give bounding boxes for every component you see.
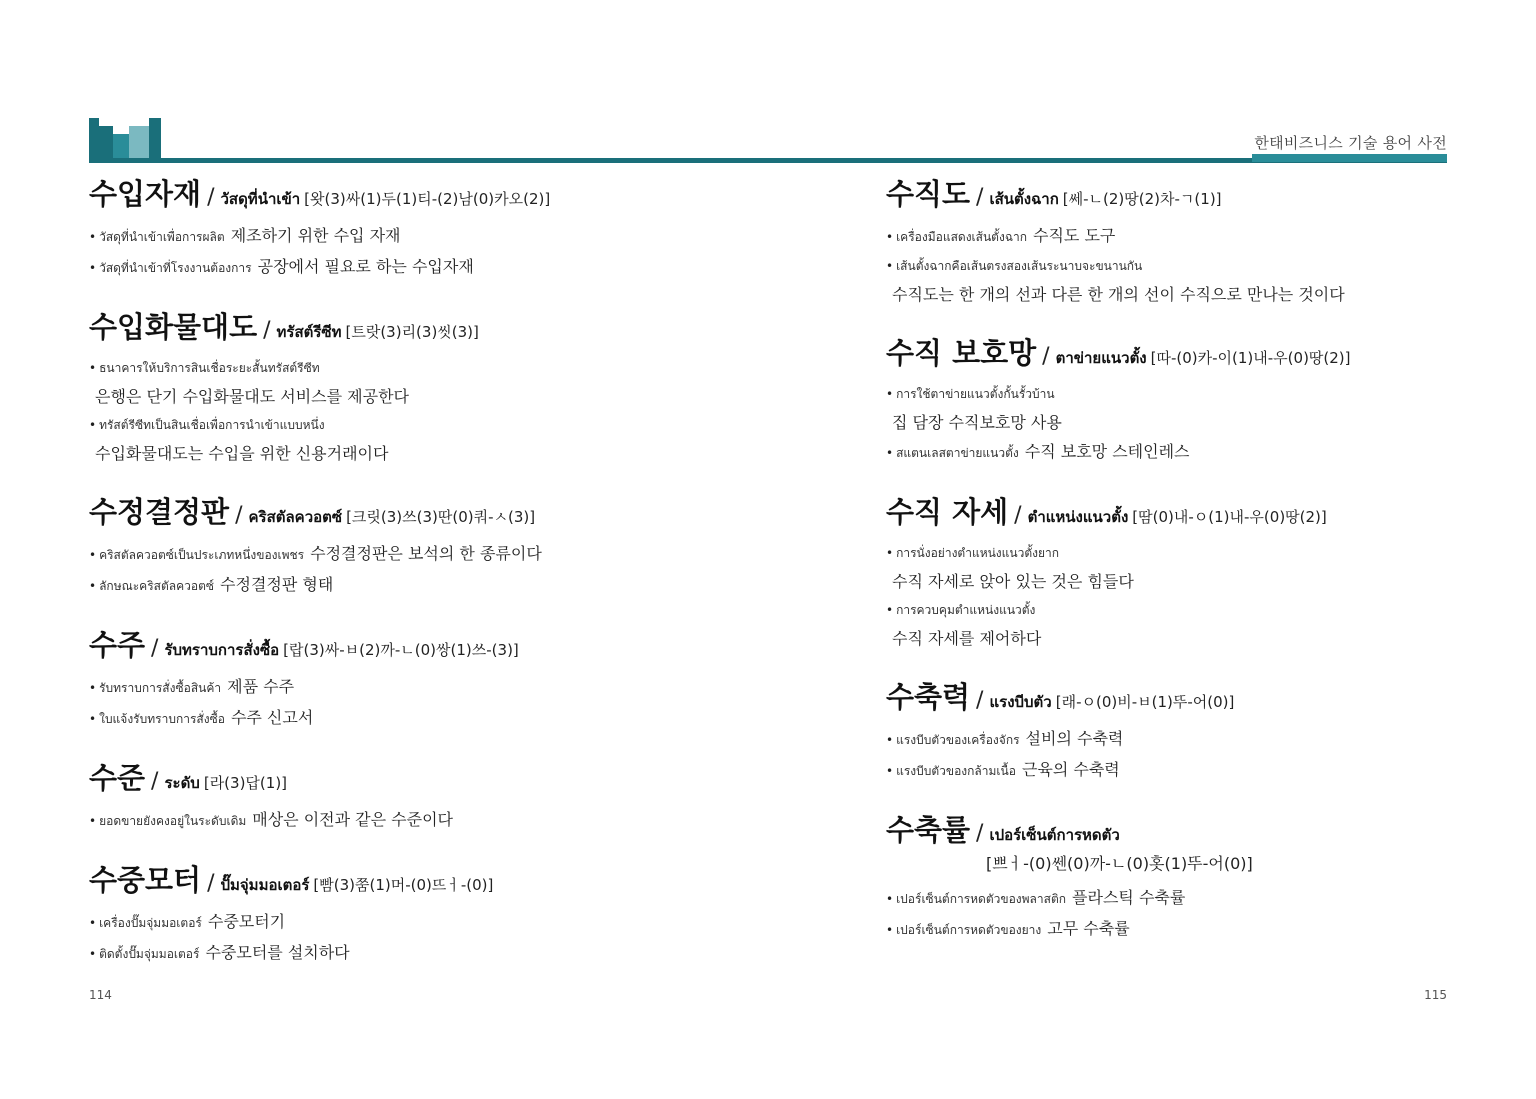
dictionary-entry [886,331,1446,468]
left-column [89,172,739,991]
entry-term: 수정결정판 [89,495,230,529]
example-thai: ใบแจ้งรับทราบการสั่งซื้อ [99,712,225,726]
entry-separator: / [235,503,243,528]
entry-heading [89,305,739,354]
entry-separator: / [1042,344,1050,369]
header-decoration [89,118,161,160]
entry-term: 수준 [89,761,146,795]
entry-separator: / [976,821,984,846]
example-thai: รับทราบการสั่งซื้อสินค้า [99,681,222,695]
example-row [886,380,1446,437]
entry-separator: / [207,185,215,210]
entry-pronunciation: [따-(0)카-이(1)내-우(0)땅(2)] [1150,349,1351,367]
example-thai: การใช้ตาข่ายแนวตั้งกั้นรั้วบ้าน [896,387,1055,401]
example-korean: 근육의 수축력 [1021,760,1120,779]
dictionary-entry [886,808,1446,945]
entry-heading [886,675,1446,724]
entry-term: 수중모터 [89,863,202,897]
entry-thai-term: เปอร์เซ็นต์การหดตัว [989,826,1120,844]
example-korean: 집 담장 수직보호망 사용 [892,413,1062,432]
entry-term: 수직 자세 [886,495,1009,529]
entry-pronunciation: [쎄-ㄴ(2)땅(2)차-ㄱ(1)] [1062,190,1222,208]
example-korean: 수정결정판은 보석의 한 종류이다 [310,544,542,563]
entry-separator: / [976,185,984,210]
entry-thai-term: แรงบีบตัว [989,693,1052,711]
example-row [886,724,1446,755]
example-korean: 설비의 수축력 [1025,729,1124,748]
bullet-icon: • [89,261,97,275]
example-row [886,252,1446,309]
example-row [886,221,1446,252]
entry-pronunciation: [빰(3)쭘(1)머-(0)뜨ㅓ-(0)] [313,876,494,894]
example-thai: เปอร์เซ็นต์การหดตัวของยาง [896,923,1042,937]
example-korean: 매상은 이전과 같은 수준이다 [252,810,453,829]
dictionary-entry [886,172,1446,309]
example-row [89,354,739,411]
entry-pronunciation: [크릿(3)쓰(3)딴(0)쿼-ㅅ(3)] [346,508,536,526]
entry-separator: / [1014,503,1022,528]
example-korean: 수직도 도구 [1033,226,1116,245]
bullet-icon: • [886,733,894,747]
bullet-icon: • [886,603,894,617]
example-row [89,539,739,570]
entry-separator: / [263,318,271,343]
bullet-icon: • [886,546,894,560]
example-korean: 고무 수축률 [1047,919,1130,938]
example-row [89,411,739,468]
entry-thai-term: ตำแหน่งแนวตั้ง [1027,508,1129,526]
bullet-icon: • [89,579,97,593]
entry-separator: / [207,871,215,896]
example-row [89,938,739,969]
example-korean: 제품 수주 [227,677,295,696]
example-korean: 수중모터기 [207,912,286,931]
entry-pronunciation: [왓(3)싸(1)두(1)티-(2)남(0)카오(2)] [304,190,551,208]
bullet-icon: • [89,814,97,828]
example-thai: วัสดุที่นำเข้าเพื่อการผลิต [99,230,225,244]
entry-term: 수입화물대도 [89,310,258,344]
dictionary-entry [89,172,739,283]
dictionary-entry [886,490,1446,653]
bullet-icon: • [89,361,97,375]
example-row [89,672,739,703]
entry-term: 수직 보호망 [886,336,1037,370]
entry-heading [886,331,1446,380]
bullet-icon: • [89,548,97,562]
example-row [886,755,1446,786]
bullet-icon: • [89,418,97,432]
example-thai: ลักษณะคริสตัลควอตซ์ [99,579,215,593]
entry-heading [89,172,739,221]
entry-pronunciation: [땀(0)내-ㅇ(1)내-우(0)땅(2)] [1132,508,1327,526]
entry-pronunciation: [라(3)답(1)] [203,774,288,792]
entry-heading [886,490,1446,539]
dictionary-entry [886,675,1446,786]
entry-term: 수직도 [886,177,971,211]
example-thai: เส้นตั้งฉากคือเส้นตรงสองเส้นระนาบจะขนานกัน [896,259,1143,273]
example-thai: เปอร์เซ็นต์การหดตัวของพลาสติก [896,892,1067,906]
example-row [886,539,1446,596]
bullet-icon: • [89,681,97,695]
example-korean: 플라스틱 수축률 [1072,888,1186,907]
dictionary-entry [89,305,739,468]
entry-heading [89,756,739,805]
entry-thai-term: รับทราบการสั่งซื้อ [164,641,280,659]
page-number-left: 114 [89,988,112,1002]
entry-heading [886,172,1446,221]
example-thai: วัสดุที่นำเข้าที่โรงงานต้องการ [99,261,252,275]
entry-pronunciation: [트랏(3)리(3)씻(3)] [345,323,479,341]
example-thai: แรงบีบตัวของกล้ามเนื้อ [896,764,1016,778]
example-row [89,221,739,252]
entry-separator: / [151,636,159,661]
header-title-bar [1252,154,1447,162]
example-thai: ยอดขายยังคงอยู่ในระดับเดิม [99,814,247,828]
example-row [89,703,739,734]
entry-heading [89,623,739,672]
bullet-icon: • [89,230,97,244]
example-thai: ธนาคารให้บริการสินเชื่อระยะสั้นทรัสต์รีซีท [99,361,320,375]
dictionary-entry [89,858,739,969]
example-korean: 수직 보호망 스테인레스 [1024,442,1190,461]
example-korean: 수주 신고서 [230,708,314,727]
right-column [886,172,1446,967]
bullet-icon: • [886,387,894,401]
example-korean: 수입화물대도는 수입을 위한 신용거래이다 [95,444,389,463]
example-row [886,883,1446,914]
bullet-icon: • [886,259,894,273]
bullet-icon: • [89,947,97,961]
entry-thai-term: เส้นตั้งฉาก [989,190,1059,208]
example-korean: 수중모터를 설치하다 [205,943,350,962]
example-row [89,805,739,836]
example-row [886,596,1446,653]
example-thai: คริสตัลควอตซ์เป็นประเภทหนึ่งของเพชร [99,548,305,562]
entry-heading [886,808,1446,857]
entry-term: 수입자재 [89,177,202,211]
entry-thai-term: วัสดุที่นำเข้า [220,190,301,208]
bullet-icon: • [886,230,894,244]
example-korean: 수직 자세로 앉아 있는 것은 힘들다 [892,572,1134,591]
example-korean: 수직 자세를 제어하다 [892,629,1042,648]
bullet-icon: • [886,764,894,778]
example-row [886,914,1446,945]
entry-pronunciation: [랍(3)싸-ㅂ(2)까-ㄴ(0)쌍(1)쓰-(3)] [283,641,519,659]
entry-separator: / [976,688,984,713]
example-korean: 은행은 단기 수입화물대도 서비스를 제공한다 [95,387,410,406]
entry-pronunciation: [쁘ㅓ-(0)쎈(0)까-ㄴ(0)홋(1)뚜-어(0)] [986,854,1253,873]
header-rule [89,158,1447,163]
page-number-right: 115 [1424,988,1447,1002]
dictionary-entry [89,756,739,836]
dictionary-entry [89,623,739,734]
entry-pronunciation: [래-ㅇ(0)비-ㅂ(1)뚜-어(0)] [1055,693,1235,711]
example-thai: สแตนเลสตาข่ายแนวตั้ง [896,446,1019,460]
entry-thai-term: ปั๊มจุ่มมอเตอร์ [220,876,310,894]
entry-term: 수주 [89,628,146,662]
example-row [886,437,1446,468]
entry-separator: / [151,769,159,794]
example-row [89,252,739,283]
entry-thai-term: คริสตัลควอตซ์ [248,508,343,526]
entry-heading [89,858,739,907]
bullet-icon: • [89,916,97,930]
entry-term: 수축력 [886,680,971,714]
example-korean: 수직도는 한 개의 선과 다른 한 개의 선이 수직으로 만나는 것이다 [892,285,1345,304]
example-thai: ทรัสต์รีซีทเป็นสินเชื่อเพื่อการนำเข้าแบบหนึ่ง [99,418,325,432]
entry-thai-term: ตาข่ายแนวตั้ง [1055,349,1147,367]
dictionary-entry [89,490,739,601]
example-korean: 제조하기 위한 수입 자재 [230,226,401,245]
entry-thai-term: ระดับ [164,774,200,792]
example-row [89,907,739,938]
example-korean: 공장에서 필요로 하는 수입자재 [257,257,474,276]
entry-heading [89,490,739,539]
example-row [89,570,739,601]
example-thai: การควบคุมตำแหน่งแนวตั้ง [896,603,1036,617]
example-thai: ติดตั้งปั๊มจุ่มมอเตอร์ [99,947,200,961]
entry-thai-term: ทรัสต์รีซีท [276,323,342,341]
example-thai: เครื่องปั๊มจุ่มมอเตอร์ [99,916,202,930]
bullet-icon: • [886,923,894,937]
example-thai: แรงบีบตัวของเครื่องจักร [896,733,1020,747]
header-title: 한태비즈니스 기술 용어 사전 [1254,134,1447,152]
bullet-icon: • [886,892,894,906]
bullet-icon: • [89,712,97,726]
bullet-icon: • [886,446,894,460]
entry-term: 수축률 [886,813,971,847]
example-thai: การนั่งอย่างตำแหน่งแนวตั้งยาก [896,546,1060,560]
example-korean: 수정결정판 형태 [220,575,334,594]
example-thai: เครื่องมือแสดงเส้นตั้งฉาก [896,230,1028,244]
